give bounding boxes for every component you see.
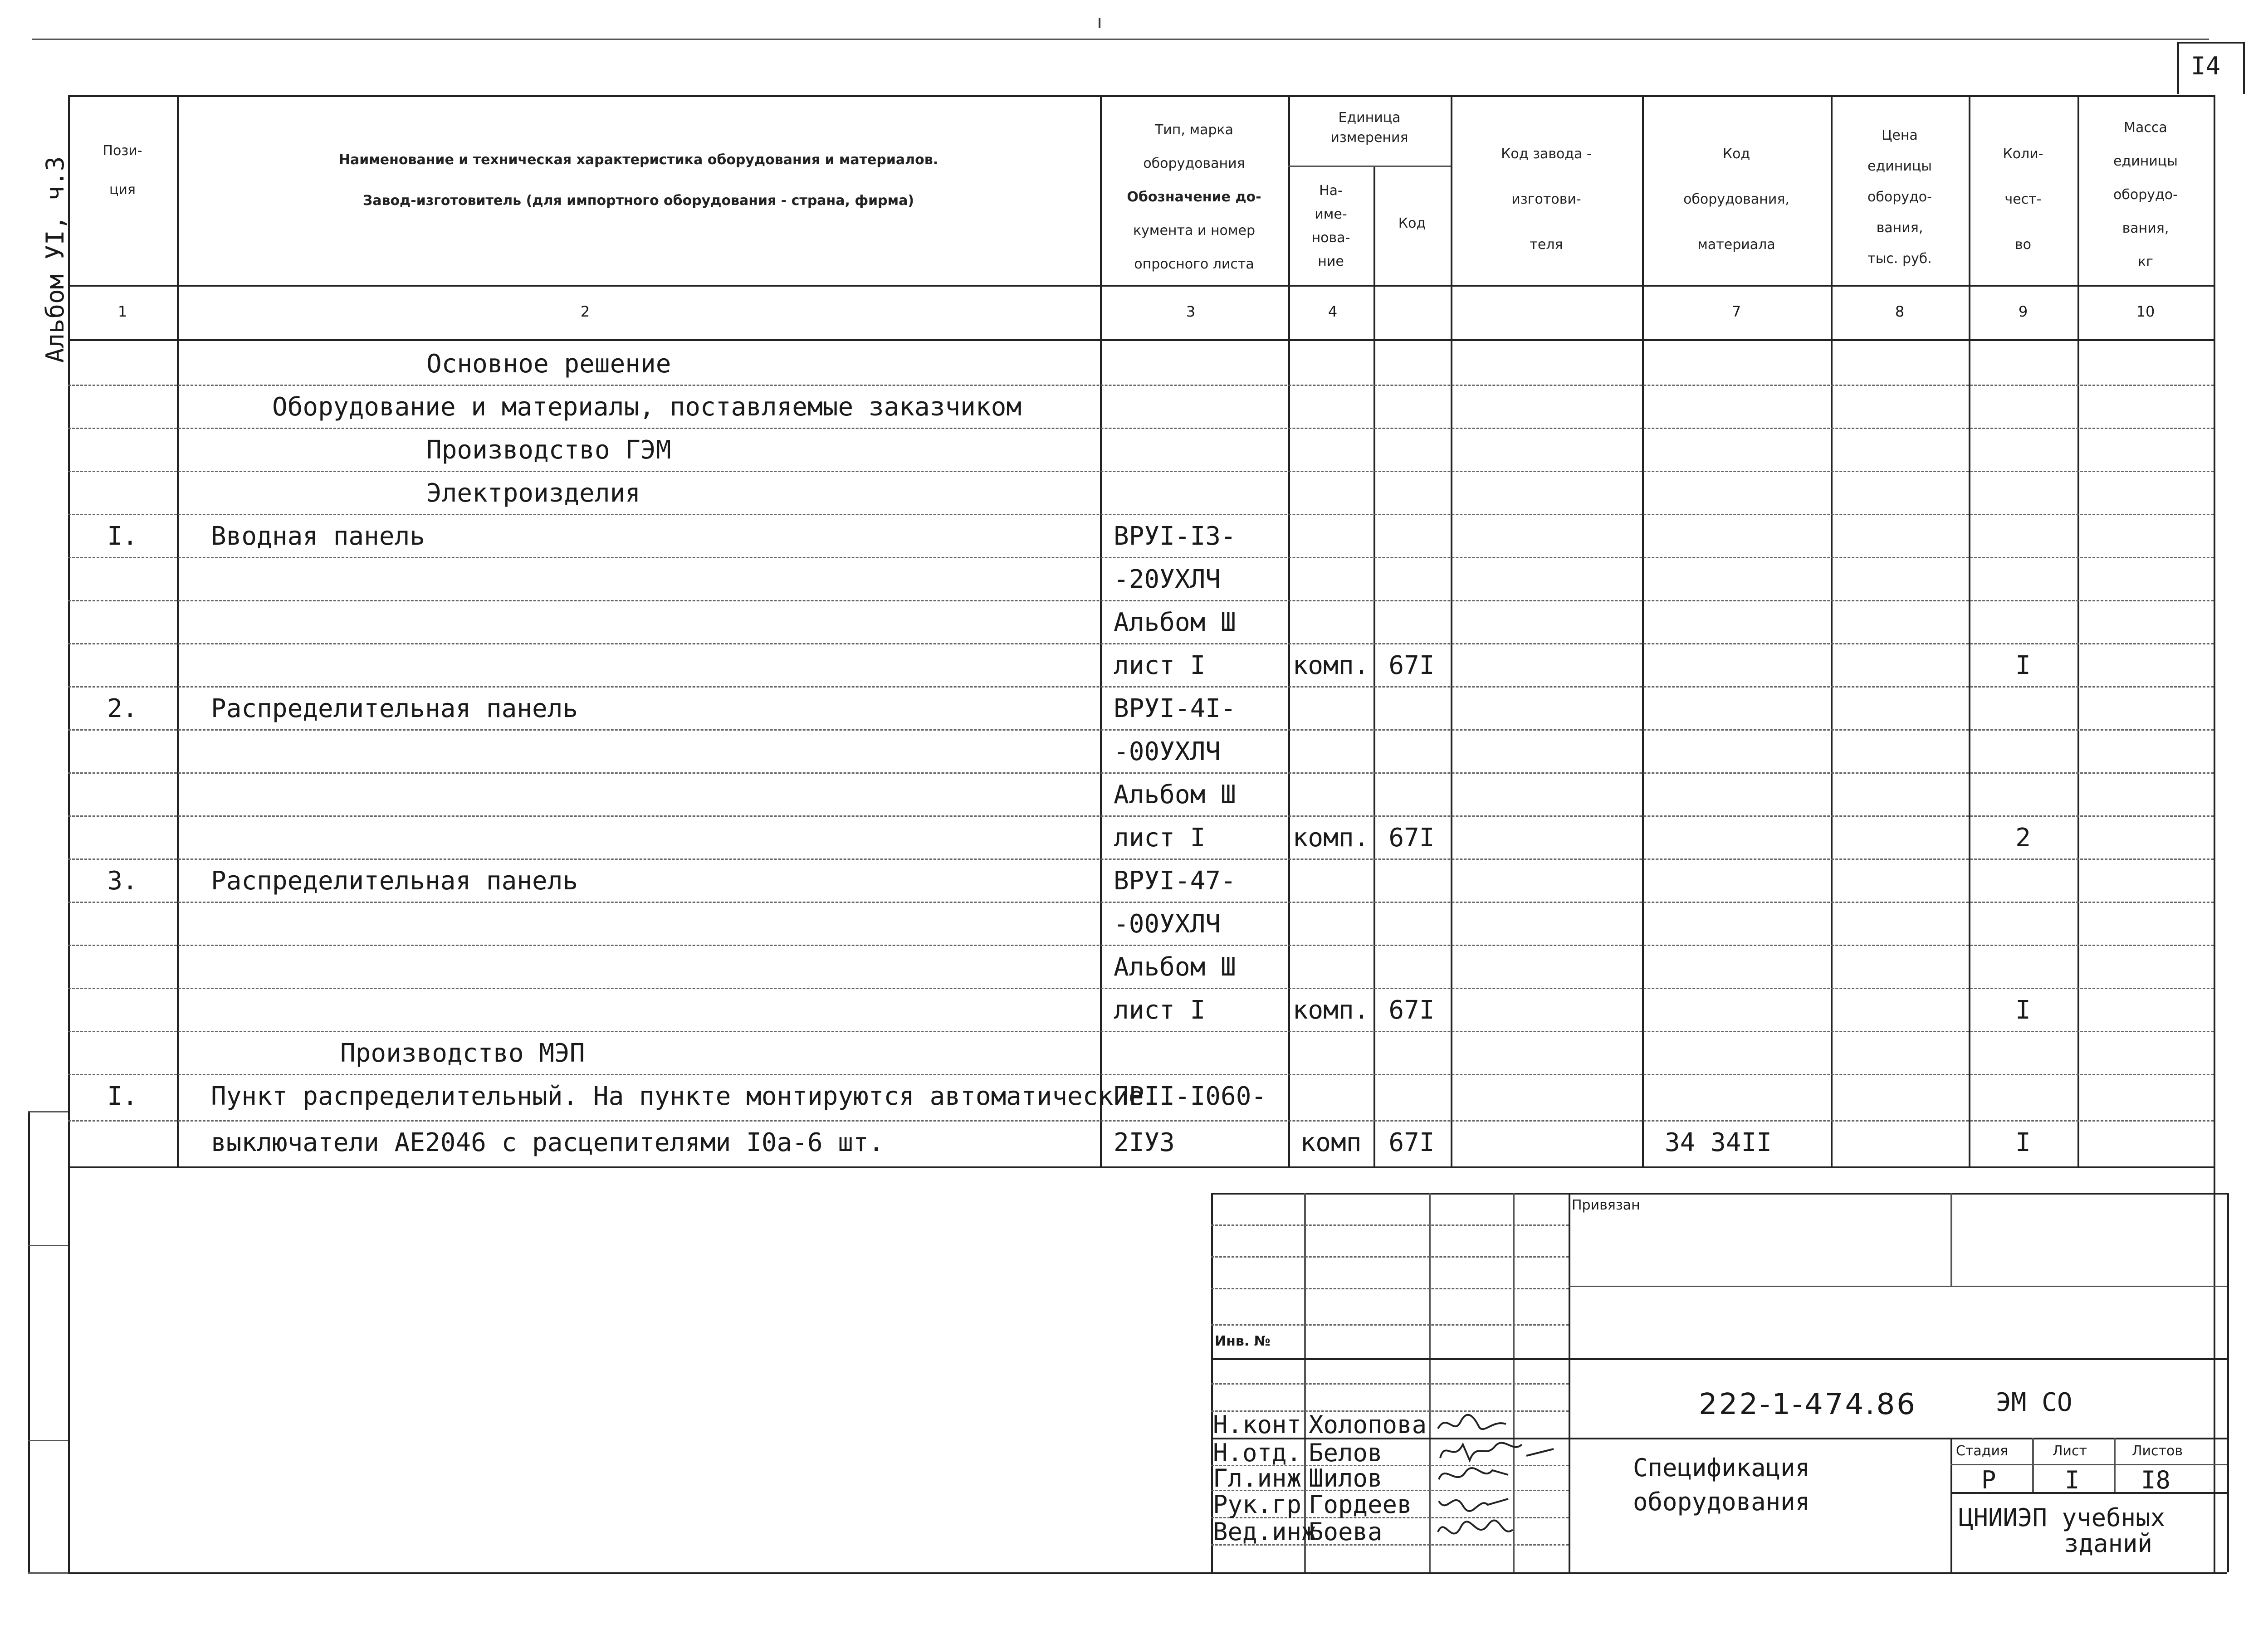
header-col9-line1: Коли- [2003,146,2043,162]
cell-type: -00УХЛЧ [1114,737,1221,766]
row-separator [68,385,2214,386]
row-separator [68,1074,2214,1075]
cell-type: -20УХЛЧ [1114,565,1221,594]
tb-right [2227,1193,2229,1572]
header-col3-line1: Тип, марка [1154,122,1234,138]
row-separator [68,643,2214,644]
cell-name: Вводная панель [211,522,425,551]
sheet-number: I4 [2191,52,2221,80]
tb-sheets-value: I8 [2141,1466,2171,1494]
cell-type: ВРУI-4I- [1114,694,1236,723]
header-col4-line4: ние [1318,254,1344,269]
header-col8-line3: оборудо- [1867,189,1932,205]
row-separator [68,686,2214,688]
cell-position: I. [107,522,138,551]
header-col2-line1: Наименование и техническая характеристика оборудования и материалов. [338,152,938,168]
header-col9 [1969,132,2077,268]
side-album-label: Альбом УI, ч.3 [41,156,69,363]
cell-quantity: 2 [2015,823,2031,853]
header-unit-group [1288,108,1451,148]
col-line-1 [177,95,179,1166]
tb-grid-h [1211,1324,1569,1326]
header-unit-group-line2: измерения [1330,130,1408,146]
table-bottom-border [68,1166,2214,1168]
header-col9-line2: чест- [2004,191,2042,207]
header-col10 [2077,111,2214,279]
row-separator [68,600,2214,601]
tb-privyazan-div [1950,1193,1952,1286]
left-margin-tick-1 [28,1111,70,1112]
cell-name: Оборудование и материалы, поставляемые заказчиком [272,392,1022,422]
tb-stage-div2 [2114,1438,2116,1492]
cell-quantity: I [2015,1128,2031,1157]
header-col7-line2: оборудования, [1683,191,1789,207]
tb-grid-h [1211,1256,1569,1258]
tb-sheet-label: Лист [2053,1443,2087,1459]
cell-type: лист I [1114,995,1206,1025]
tb-sheet-value: I [2065,1466,2080,1494]
row-separator [68,1120,2214,1122]
header-col3-line5: опросного листа [1134,256,1254,272]
row-separator [68,729,2214,731]
row-separator [68,815,2214,817]
left-margin-tick-4 [28,1572,70,1574]
frame-bottom-border [68,1572,2227,1574]
cell-unit: комп. [1292,651,1369,680]
left-margin-tick-2 [28,1245,70,1246]
tb-grid-v2 [1429,1193,1431,1572]
left-margin-line [28,1111,30,1574]
cell-unit: комп. [1292,823,1369,853]
tb-role-notd: Н.отд. [1213,1439,1302,1467]
cell-code: 67I [1388,651,1435,680]
top-tick-mark [1099,18,1100,28]
cell-quantity: I [2015,995,2031,1025]
header-col10-line2: единицы [2113,153,2178,169]
signature-4 [1433,1488,1515,1517]
header-col4-line3: нова- [1311,230,1350,246]
tb-grid-h [1211,1383,1569,1385]
header-col6-line1: Код завода - [1501,146,1592,162]
header-col4-line1: На- [1319,183,1343,199]
cell-type: Альбом Ш [1114,952,1236,982]
sheet-number-box-top [2177,42,2243,44]
tb-role-glinzh: Гл.инж [1213,1464,1302,1493]
tb-inv-label: Инв. № [1215,1333,1271,1349]
header-col7-line3: материала [1697,237,1775,253]
header-col7-line1: Код [1722,146,1750,162]
cell-name: Производство ГЭМ [426,435,671,465]
tb-stage-value: Р [1981,1466,1996,1494]
tb-name-gordeev: Гордеев [1309,1490,1412,1519]
header-col3-line2: оборудования [1143,156,1245,171]
header-col1-line2: ция [109,182,136,198]
row-separator [68,514,2214,515]
cell-code: 67I [1388,995,1435,1025]
tb-top [1211,1193,2227,1195]
colnum-bottom-border [68,339,2214,341]
tb-org-line2: зданий [2064,1529,2153,1558]
tb-role-rukgr: Рук.гр [1213,1490,1302,1519]
header-col3-line4: кумента и номер [1133,223,1256,239]
header-col3-line3: Обозначение до- [1127,189,1261,205]
column-number-8: 8 [1895,303,1905,320]
tb-grid-v4 [1569,1193,1570,1572]
header-col8-line2: единицы [1867,158,1932,174]
header-col8-line1: Цена [1882,127,1918,143]
cell-type: ПРII-I060- [1114,1082,1267,1111]
tb-role-vedinzh: Вед.инж [1213,1517,1316,1546]
table-top-border [68,95,2214,97]
tb-stage-label: Стадия [1956,1443,2009,1459]
cell-position: 3. [107,866,138,896]
cell-type: Альбом Ш [1114,608,1236,637]
cell-position: 2. [107,694,138,723]
header-col10-line3: оборудо- [2113,187,2178,203]
column-number-3: 3 [1186,303,1196,320]
header-col8-line5: тыс. руб. [1867,251,1932,267]
header-bottom-border [68,285,2214,287]
sheet-number-box-right [2243,42,2245,94]
cell-name: Производство МЭП [340,1039,585,1068]
header-col2 [177,150,1100,211]
column-number-7: 7 [1731,303,1741,320]
tb-name-shilov: Шилов [1309,1464,1383,1493]
header-col6-line2: изготови- [1511,191,1581,207]
cell-type: лист I [1114,823,1206,853]
cell-name: Распределительная панель [211,866,578,896]
row-separator [68,945,2214,946]
header-col7 [1642,132,1831,268]
tb-sheets-label: Листов [2132,1443,2183,1459]
row-separator [68,1031,2214,1032]
row-separator [68,772,2214,774]
column-number-10: 10 [2136,303,2155,320]
column-number-9: 9 [2018,303,2028,320]
header-col8-line4: вания, [1876,220,1923,236]
cell-quantity: I [2015,651,2031,680]
header-col10-line5: кг [2138,254,2153,270]
cell-name: Распределительная панель [211,694,578,723]
tb-stage-header-bottom [1950,1464,2227,1465]
cell-type: ВРУI-I3- [1114,522,1236,551]
cell-type: -00УХЛЧ [1114,909,1221,939]
header-col4 [1288,179,1374,273]
header-unit-group-line1: Единица [1338,110,1401,126]
cell-unit: комп. [1292,995,1369,1025]
tb-privyazan-bottom [1569,1286,2227,1287]
col-line-0 [68,95,70,1572]
tb-grid-h [1211,1224,1569,1226]
column-number-2: 2 [580,303,590,320]
unit-group-divider [1288,166,1451,167]
cell-name: Электроизделия [426,478,641,508]
header-col10-line1: Масса [2124,120,2167,136]
cell-position: I. [107,1082,138,1111]
cell-code: 67I [1388,823,1435,853]
top-border-line [32,39,2209,40]
row-separator [68,988,2214,989]
left-margin-tick-3 [28,1440,70,1441]
signature-3 [1433,1461,1515,1491]
tb-stage-left [1950,1438,1952,1572]
cell-type: ВРУI-47- [1114,866,1236,896]
cell-name: Пункт распределительный. На пункте монтируются автоматические [211,1082,1144,1111]
tb-doc-code: 222-1-474.86 [1699,1388,1917,1421]
tb-doc-title-line2: оборудования [1633,1488,1810,1516]
cell-type: лист I [1114,651,1206,680]
column-number-1: 1 [117,303,127,320]
tb-role-nkont: Н.конт [1213,1410,1302,1439]
tb-stage-div1 [2032,1438,2034,1492]
header-col3 [1100,113,1288,281]
row-separator [68,902,2214,903]
header-col10-line4: вания, [2122,220,2169,236]
sheet-number-box-left [2177,42,2179,94]
header-col2-line2: Завод-изготовитель (для импортного оборудования - страна, фирма) [362,193,914,209]
cell-name: Основное решение [426,349,671,379]
tb-privyazan-label: Привязан [1572,1197,1640,1213]
column-number-4: 4 [1328,303,1338,320]
col-line-10 [2214,95,2215,1572]
header-col6 [1451,132,1642,268]
tb-doc-title-line1: Спецификация [1633,1454,1810,1482]
tb-grid-v1 [1304,1193,1306,1572]
header-col4-line2: име- [1315,206,1347,222]
header-col6-line3: теля [1530,237,1563,253]
tb-grid-h-inv [1211,1358,2227,1360]
cell-type: 2IУ3 [1114,1128,1175,1157]
tb-name-boeva: Боева [1309,1517,1383,1546]
header-col8 [1831,120,1969,274]
row-separator [68,471,2214,472]
cell-unit: комп [1300,1128,1362,1157]
cell-equipment-code: 34 34II [1665,1128,1772,1157]
header-col1-line1: Пози- [103,143,142,159]
header-col1 [68,141,177,200]
header-col5: Код [1398,215,1426,231]
cell-name: выключатели АЕ2046 с расцепителями I0а-6 шт. [211,1128,884,1157]
cell-type: Альбом Ш [1114,780,1236,810]
row-separator [68,557,2214,558]
tb-doc-mark: ЭМ СО [1996,1388,2072,1417]
row-separator [68,428,2214,429]
tb-grid-h [1211,1288,1569,1289]
col-line-4 [1374,166,1375,1166]
header-col9-line3: во [2014,237,2032,253]
row-separator [68,858,2214,860]
tb-name-belov: Белов [1309,1439,1383,1467]
cell-code: 67I [1388,1128,1435,1157]
tb-org-line1: ЦНИИЭП учебных [1959,1503,2165,1532]
signature-5 [1433,1514,1520,1550]
tb-name-kholopova: Холопова [1309,1410,1427,1439]
